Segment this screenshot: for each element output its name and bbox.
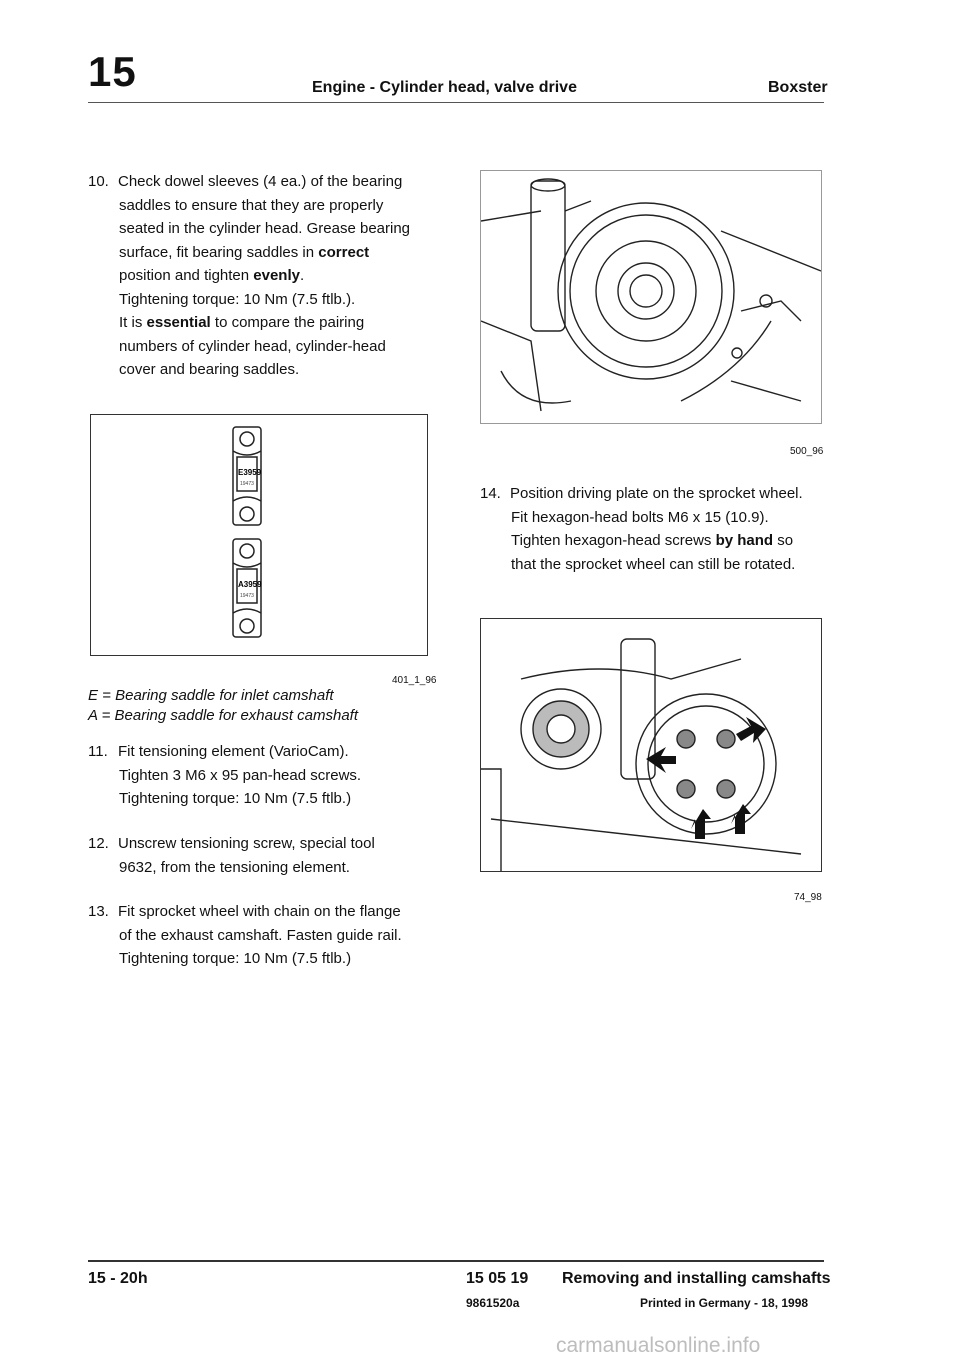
step-text: numbers of cylinder head, cylinder-head	[119, 337, 386, 355]
step-text: Unscrew tensioning screw, special tool	[118, 835, 375, 852]
step-number: 11.	[88, 743, 108, 760]
figure-bearing-saddles	[90, 414, 428, 656]
model-name: Boxster	[768, 79, 828, 96]
step-text: 9632, from the tensioning element.	[119, 858, 350, 876]
section-topic: Removing and installing camshafts	[562, 1270, 831, 1287]
step-text: Tighten hexagon-head screws by hand so	[511, 532, 794, 549]
page-number: 15 - 20h	[88, 1270, 148, 1287]
step-number: 12.	[88, 835, 109, 852]
repair-code: 15 05 19	[466, 1270, 529, 1287]
step-number: 13.	[88, 903, 109, 920]
section-number: 15	[88, 48, 137, 95]
step-text: position and tighten evenly.	[119, 267, 305, 284]
saddle-small-mark-exhaust: 19473	[240, 593, 254, 599]
step-text: saddles to ensure that they are properly	[119, 196, 384, 214]
sprocket-wheel-illustration	[481, 171, 821, 423]
step-text: surface, fit bearing saddles in correct	[119, 243, 370, 261]
part-number: 9861520a	[466, 1296, 520, 1310]
step-number: 10.	[88, 173, 109, 190]
step-10	[88, 170, 448, 382]
step-text: Tightening torque: 10 Nm (7.5 ftlb.)	[119, 950, 352, 967]
watermark-text: carmanualsonline.info	[556, 1334, 761, 1357]
figure-sprocket-wheel	[480, 170, 822, 424]
step-12	[88, 832, 448, 879]
step-14	[480, 482, 830, 576]
step-text: that the sprocket wheel can still be rotated.	[511, 555, 796, 573]
step-text: It is essential to compare the pairing	[119, 314, 365, 331]
saddle-mark-exhaust: A3959	[238, 580, 262, 589]
saddle-small-mark-inlet: 19473	[240, 481, 254, 487]
step-text: Fit sprocket wheel with chain on the flange	[118, 903, 401, 920]
print-info: Printed in Germany - 18, 1998	[640, 1296, 809, 1310]
step-text: Position driving plate on the sprocket wheel.	[510, 485, 803, 502]
step-text: of the exhaust camshaft. Fasten guide rail.	[119, 926, 402, 944]
driving-plate-illustration	[481, 619, 821, 871]
step-text: Tightening torque: 10 Nm (7.5 ftlb.).	[119, 290, 356, 308]
figure-caption: 500_96	[790, 446, 824, 457]
figure-caption: 401_1_96	[392, 675, 437, 686]
arrow-icon	[646, 747, 676, 773]
legend-item-exhaust: A = Bearing saddle for exhaust camshaft	[88, 707, 359, 724]
step-text: Tighten 3 M6 x 95 pan-head screws.	[119, 766, 362, 784]
header-rule	[88, 102, 824, 103]
step-13	[88, 900, 448, 971]
bearing-saddle-illustration	[91, 415, 427, 655]
arrow-icon	[731, 804, 751, 834]
legend-item-inlet: E = Bearing saddle for inlet camshaft	[88, 687, 334, 704]
step-number: 14.	[480, 485, 501, 502]
step-text: seated in the cylinder head. Grease bearing	[119, 220, 411, 237]
step-text: Fit hexagon-head bolts M6 x 15 (10.9).	[511, 508, 769, 526]
legend	[88, 686, 358, 726]
step-11	[88, 740, 448, 811]
step-text: Check dowel sleeves (4 ea.) of the bearing	[118, 173, 403, 190]
footer-rule	[88, 1260, 824, 1262]
saddle-mark-inlet: E3959	[238, 468, 262, 477]
page-title: Engine - Cylinder head, valve drive	[312, 79, 577, 96]
figure-caption: 74_98	[794, 892, 822, 903]
step-text: Tightening torque: 10 Nm (7.5 ftlb.)	[119, 790, 352, 807]
figure-driving-plate	[480, 618, 822, 872]
step-text: Fit tensioning element (VarioCam).	[118, 743, 349, 760]
step-text: cover and bearing saddles.	[119, 361, 300, 378]
